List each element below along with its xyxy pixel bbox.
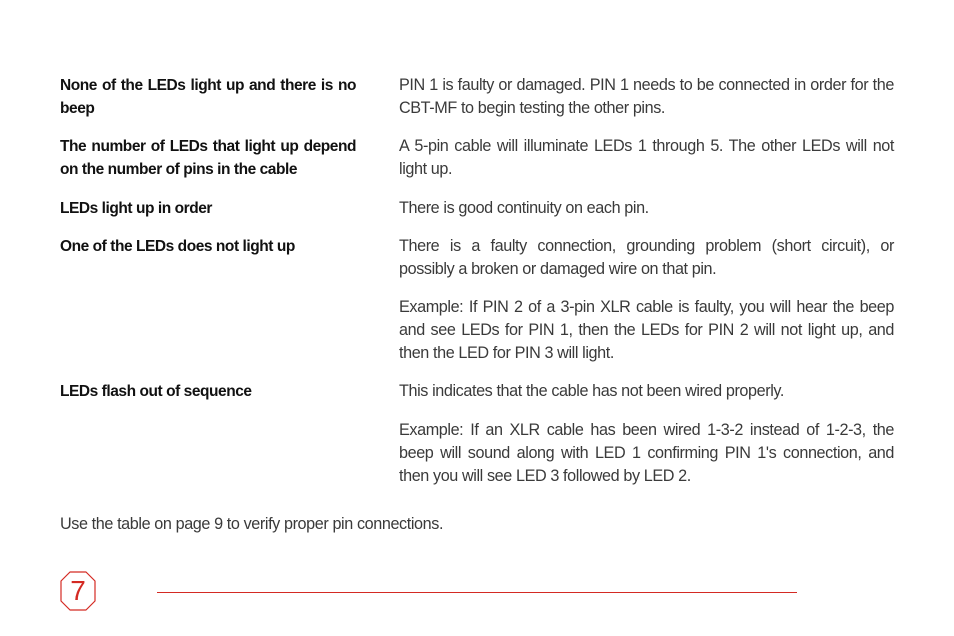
description-paragraph: A 5-pin cable will illuminate LEDs 1 through 5. The other LEDs will not light up. [399,137,894,178]
description-paragraph: There is good continuity on each pin. [399,199,649,217]
description-paragraph: PIN 1 is faulty or damaged. PIN 1 needs to be connected in order for the CBT-MF to begin testing the other pins. [399,76,894,117]
footer-divider [157,592,797,593]
footer-note: Use the table on page 9 to verify proper pin connections. [60,515,444,533]
description-text [399,235,894,365]
description-text [399,135,894,181]
page-number-badge [60,571,96,611]
description-text [399,74,894,120]
condition-text: One of the LEDs does not light up [60,238,295,255]
condition-text: LEDs flash out of sequence [60,383,252,400]
condition-text: None of the LEDs light up and there is no beep [60,77,356,117]
page-number: 7 [70,575,86,606]
description-paragraph: This indicates that the cable has not been wired properly. [399,382,785,400]
condition-text: LEDs light up in order [60,200,212,217]
description-paragraph: There is a faulty connection, grounding problem (short circuit), or possibly a broken or damaged wire on that pin. [399,237,894,278]
example-paragraph: Example: If an XLR cable has been wired 1-3-2 instead of 1-2-3, the beep will sound along with LED 1 confirming PIN 1's connection, and then you will see LED 3 followed by LED 2. [399,421,894,485]
condition-text: The number of LEDs that light up depend on the number of pins in the cable [60,138,356,178]
example-paragraph: Example: If PIN 2 of a 3-pin XLR cable is faulty, you will hear the beep and see LEDs for PIN 1, then the LEDs for PIN 2 will not light up, and then the LED for PIN 3 will light. [399,298,894,362]
description-text [399,197,894,220]
description-text [399,380,894,488]
